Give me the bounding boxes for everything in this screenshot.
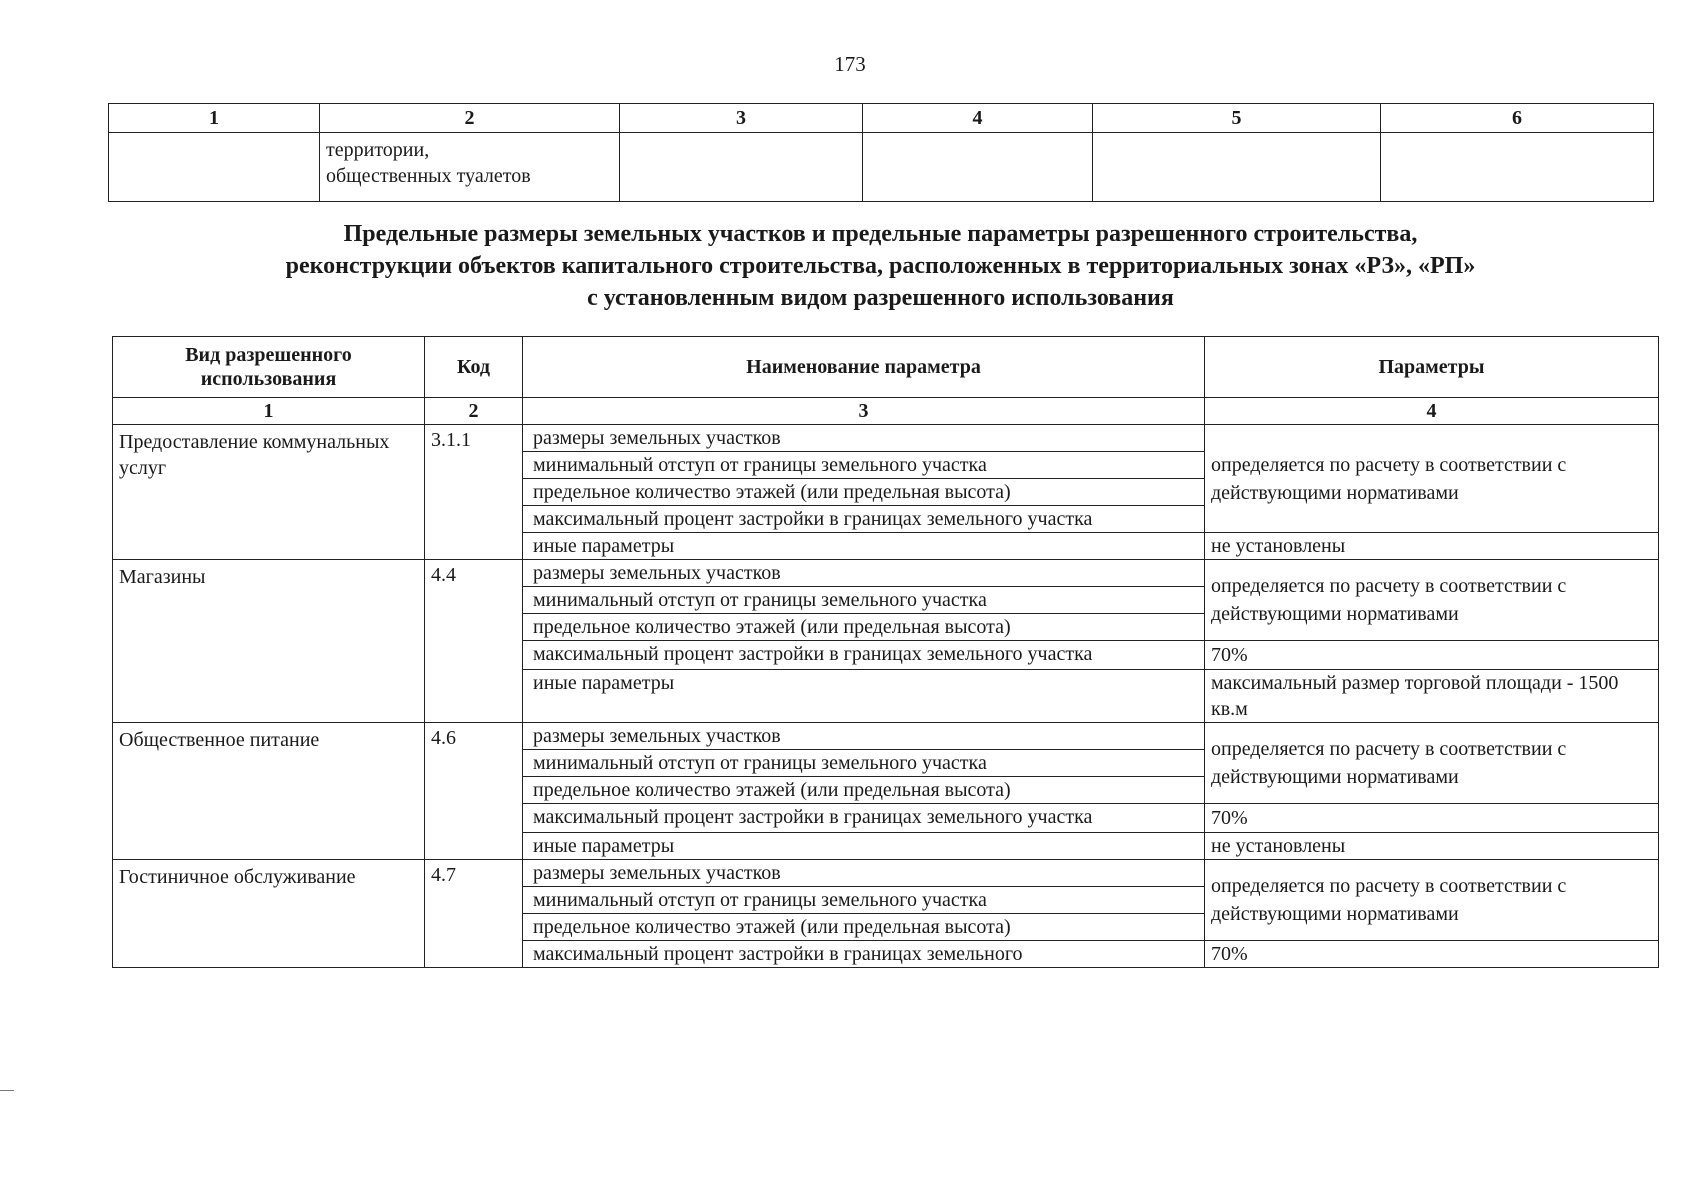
table-row [113,425,1659,452]
continuation-cell-text: территории, общественных туалетов [320,133,620,202]
continuation-cell [1093,133,1381,202]
parameter-name-cell: минимальный отступ от границы земельного участка [523,750,1205,777]
parameter-name-cell: иные параметры [523,833,1205,860]
parameter-name-cell: предельное количество этажей (или предельная высота) [523,614,1205,641]
parameters-table [112,336,1659,968]
parameter-value-cell: определяется по расчету в соответствии с действующими нормативами [1205,560,1659,641]
continuation-cell [1381,133,1654,202]
code-cell: 3.1.1 [425,425,523,560]
section-title [108,218,1653,314]
continuation-cell [109,133,320,202]
section-title-line: с установленным видом разрешенного использования [587,285,1174,311]
parameter-name-cell: размеры земельных участков [523,860,1205,887]
scan-edge-mark [0,1090,14,1091]
column-number: 2 [425,398,523,425]
parameter-name-cell: предельное количество этажей (или предельная высота) [523,914,1205,941]
header-code: Код [425,337,523,398]
code-cell: 4.7 [425,860,523,968]
parameter-name-cell: предельное количество этажей (или предельная высота) [523,479,1205,506]
parameter-value-cell: не установлены [1205,533,1659,560]
parameter-name-cell: максимальный процент застройки в границах земельного участка [523,641,1205,670]
parameter-name-cell: максимальный процент застройки в границах земельного участка [523,506,1205,533]
header-row [113,337,1659,398]
column-numbers-row [113,398,1659,425]
table-row [113,560,1659,587]
code-cell: 4.6 [425,723,523,860]
column-number-5: 5 [1093,104,1381,133]
column-number: 1 [113,398,425,425]
parameter-name-cell: минимальный отступ от границы земельного участка [523,887,1205,914]
table-row [113,860,1659,887]
continuation-cell [863,133,1093,202]
page-number: 173 [834,52,866,76]
use-type-cell: Предоставление коммунальных услуг [113,425,425,560]
column-number-3: 3 [620,104,863,133]
parameter-name-cell: размеры земельных участков [523,425,1205,452]
table-row [113,723,1659,750]
continuation-row [109,133,1654,202]
parameter-value-cell: определяется по расчету в соответствии с действующими нормативами [1205,425,1659,533]
code-cell: 4.4 [425,560,523,723]
parameter-name-cell: предельное количество этажей (или предельная высота) [523,777,1205,804]
parameter-name-cell: размеры земельных участков [523,560,1205,587]
column-number-4: 4 [863,104,1093,133]
parameter-name-cell: максимальный процент застройки в границах земельного участка [523,804,1205,833]
parameter-value-cell: определяется по расчету в соответствии с действующими нормативами [1205,860,1659,941]
continuation-header-row [109,104,1654,133]
column-number: 3 [523,398,1205,425]
column-number-6: 6 [1381,104,1654,133]
parameter-value-cell: определяется по расчету в соответствии с действующими нормативами [1205,723,1659,804]
parameter-value-cell: 70% [1205,941,1659,968]
header-parameters: Параметры [1205,337,1659,398]
parameter-name-cell: иные параметры [523,670,1205,723]
header-use-type: Вид разрешенного использования [113,337,425,398]
use-type-cell: Магазины [113,560,425,723]
parameter-value-cell: максимальный размер торговой площади - 1500 кв.м [1205,670,1659,723]
continuation-table [108,103,1654,202]
parameter-value-cell: 70% [1205,641,1659,670]
use-type-cell: Общественное питание [113,723,425,860]
use-type-cell: Гостиничное обслуживание [113,860,425,968]
parameter-value-cell: 70% [1205,804,1659,833]
parameter-name-cell: максимальный процент застройки в границах земельного [523,941,1205,968]
parameter-name-cell: минимальный отступ от границы земельного участка [523,587,1205,614]
section-title-line: Предельные размеры земельных участков и предельные параметры разрешенного строительства, [343,221,1418,247]
parameter-name-cell: иные параметры [523,533,1205,560]
parameter-value-cell: не установлены [1205,833,1659,860]
header-parameter-name: Наименование параметра [523,337,1205,398]
parameter-name-cell: размеры земельных участков [523,723,1205,750]
continuation-cell [620,133,863,202]
column-number-2: 2 [320,104,620,133]
parameter-name-cell: минимальный отступ от границы земельного участка [523,452,1205,479]
section-title-line: реконструкции объектов капитального строительства, расположенных в территориальных зонах «РЗ», «РП» [285,253,1476,279]
column-number-1: 1 [109,104,320,133]
column-number: 4 [1205,398,1659,425]
